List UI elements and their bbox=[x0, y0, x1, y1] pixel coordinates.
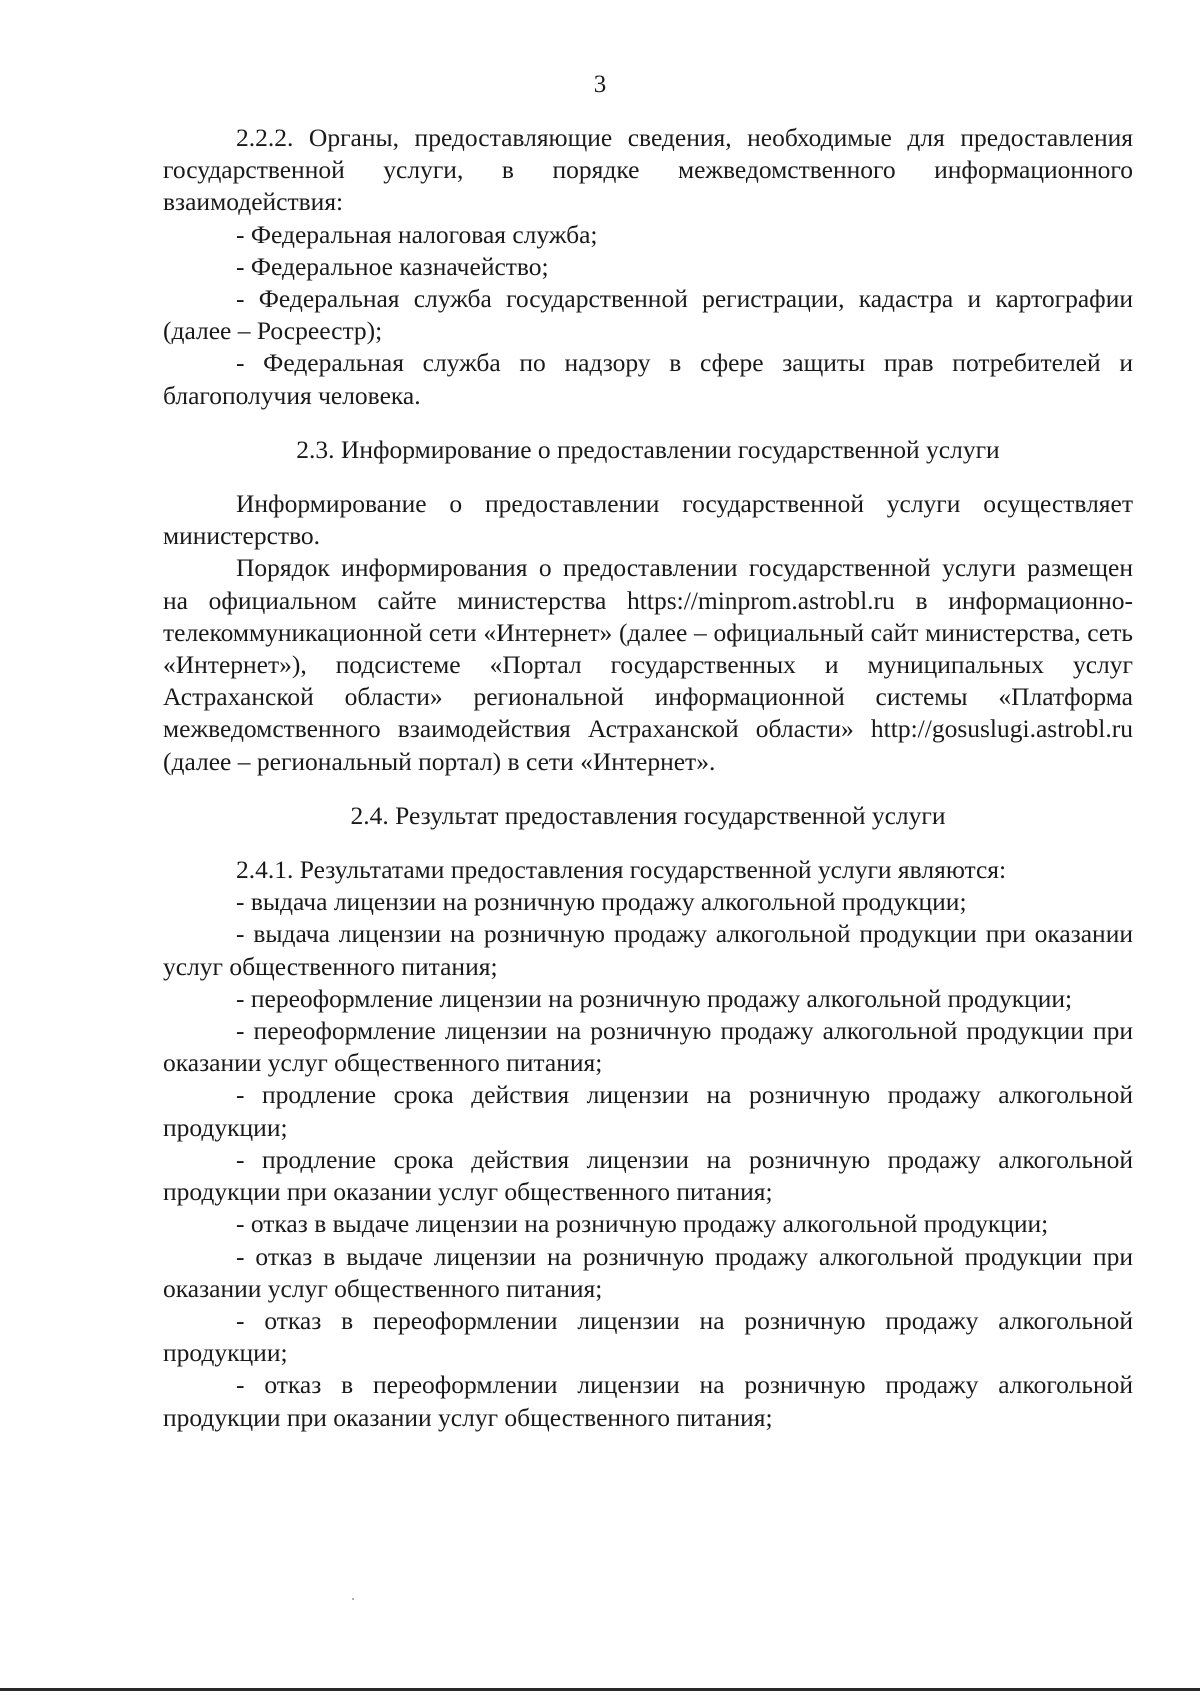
scan-artifact bbox=[352, 1598, 354, 1600]
page-number: 3 bbox=[593, 71, 607, 98]
list-item: - Федеральная служба по надзору в сфере защиты прав потребителей и благополучия человека. bbox=[163, 348, 1133, 410]
paragraph: Информирование о предоставлении государственной услуги осуществляет министерство. bbox=[163, 489, 1133, 551]
section-2-4-heading: 2.4. Результат предоставления государственной услуги bbox=[350, 800, 946, 830]
list-item: - отказ в переоформлении лицензии на розничную продажу алкогольной продукции при оказании услуг общественного питания; bbox=[163, 1370, 1133, 1432]
list-item: - продление срока действия лицензии на розничную продажу алкогольной продукции при оказании услуг общественного питания; bbox=[163, 1144, 1133, 1207]
list-item: - переоформление лицензии на розничную продажу алкогольной продукции; bbox=[236, 983, 1073, 1013]
section-2-4-1-intro: 2.4.1. Результатами предоставления государственной услуги являются: bbox=[236, 855, 1007, 885]
paragraph: Порядок информирования о предоставлении государственной услуги размещен на официальном сайте министерства https://minprom.astrobl.ru в информационно-телекоммуникационной сети «Интернет» (далее – официальный сайт министерства, сеть «Интернет»), подсистеме «Портал государственных и муниципальных услуг Астраханской области» региональной информационной системы «Платформа межведомственного взаимодействия Астраханской области» http://gosuslugi.astrobl.ru (далее – региональный портал) в сети «Интернет». bbox=[163, 553, 1133, 776]
list-item: - отказ в выдаче лицензии на розничную продажу алкогольной продукции; bbox=[236, 1209, 1049, 1239]
page-bottom-edge bbox=[0, 1688, 1200, 1691]
list-item: - выдача лицензии на розничную продажу алкогольной продукции при оказании услуг общественного питания; bbox=[163, 919, 1133, 981]
section-2-3-heading: 2.3. Информирование о предоставлении государственной услуги bbox=[296, 434, 1000, 464]
list-item: - Федеральное казначейство; bbox=[236, 251, 549, 281]
list-item: - продление срока действия лицензии на розничную продажу алкогольной продукции; bbox=[163, 1080, 1133, 1142]
list-item: - выдача лицензии на розничную продажу алкогольной продукции; bbox=[236, 887, 967, 917]
list-item: - отказ в выдаче лицензии на розничную продажу алкогольной продукции при оказании услуг общественного питания; bbox=[163, 1241, 1133, 1303]
section-2-2-2-intro: 2.2.2. Органы, предоставляющие сведения, необходимые для предоставления государственной услуги, в порядке межведомственного информационного взаимодействия: bbox=[163, 123, 1133, 217]
list-item: - Федеральная служба государственной регистрации, кадастра и картографии (далее – Росреестр); bbox=[163, 284, 1133, 346]
list-item: - Федеральная налоговая служба; bbox=[236, 219, 598, 249]
list-item: - отказ в переоформлении лицензии на розничную продажу алкогольной продукции; bbox=[163, 1305, 1133, 1368]
document-body bbox=[163, 122, 1133, 1434]
list-item: - переоформление лицензии на розничную продажу алкогольной продукции при оказании услуг общественного питания; bbox=[163, 1016, 1133, 1078]
